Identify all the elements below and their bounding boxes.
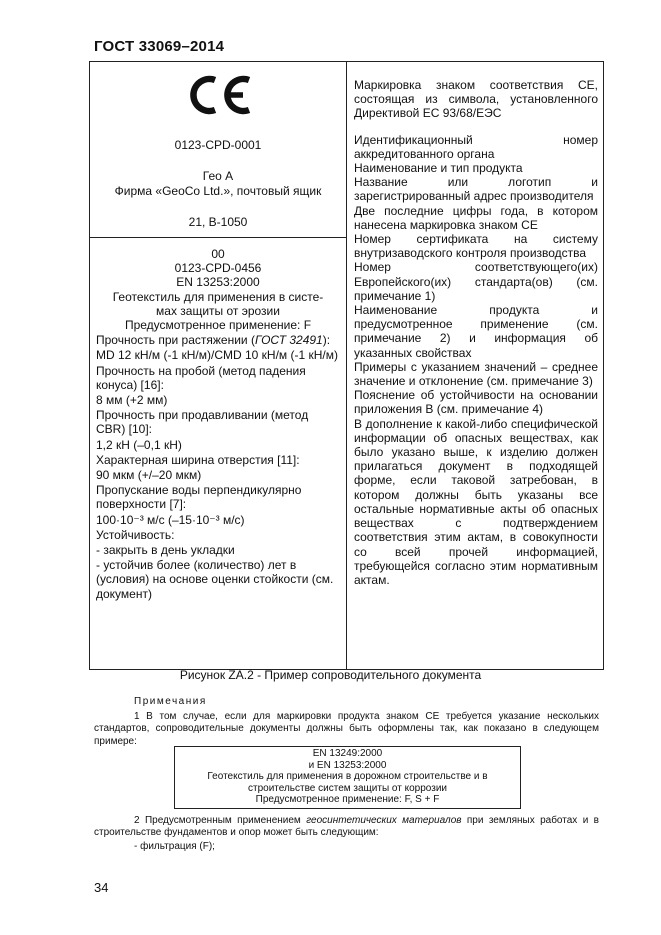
notified-body-code: 0123-CPD-0001 <box>174 138 262 152</box>
product-properties <box>96 333 340 601</box>
product-property-line <box>96 408 340 436</box>
product-header-lines <box>96 247 340 332</box>
note-2-text-start: 2 Предусмотренным применением <box>134 815 307 826</box>
explanation-item: Наименование продукта и предусмотренное применение (см. примечание 2) и информация об указанных свойствах <box>354 303 598 360</box>
property-text: Устойчивость: <box>96 527 175 542</box>
property-text: Прочность при продавливании (метод CBR) [10]: <box>96 408 309 437</box>
example-box-line: строительстве систем защиты от коррозии <box>247 782 447 794</box>
product-property-line <box>96 348 340 362</box>
example-box-line: EN 13249:2000 <box>312 748 383 759</box>
product-header-line: 0123-CPD-0456 <box>174 261 262 276</box>
property-standard-ref: ГОСТ 32491 <box>254 333 323 348</box>
explanation-item: Номер соответствующего(их) Европейского(их) стандарта(ов) (см. примечание 1) <box>354 260 598 303</box>
property-text: Прочность на пробой (метод падения конуса) [16]: <box>96 363 306 392</box>
product-name: Гео А <box>202 169 234 183</box>
product-property-line <box>96 543 340 557</box>
explanation-item: В дополнение к какой-либо специфической информации об опасных веществах, как было указано выше, к изделию должен прилагаться документ в подходящей форме, если таковой затребован, в котором должны быть указаны все остальные нормативные акты об опасных веществах с подтверждением соответствия этим актам, в совокупности со всей прочей информацией, требующейся согласно этим нормативным актам. <box>354 416 598 587</box>
product-property-line <box>96 393 340 407</box>
product-property-line <box>96 438 340 452</box>
property-text: Прочность при растяжении ( <box>96 333 255 348</box>
multi-standard-example-box <box>174 746 521 809</box>
property-text: - устойчив более (количество) лет в (условия) на основе оценки стойкости (см. документ) <box>96 558 334 601</box>
product-header-line: мах защиты от эрозии <box>156 303 280 318</box>
property-text: 90 мкм (+/–20 мкм) <box>96 468 202 483</box>
example-box-line: Предусмотренное применение: F, S + F <box>255 794 440 805</box>
marking-cell <box>90 62 347 238</box>
property-text: 100·10⁻³ м/с (–15·10⁻³ м/с) <box>96 512 245 527</box>
product-header-line: 00 <box>211 247 225 261</box>
product-property-line <box>96 528 340 542</box>
example-box-line: Геотекстиль для применения в дорожном строительстве и в <box>207 771 488 782</box>
explanation-item: Номер сертификата на систему внутризаводского контроля производства <box>354 232 598 261</box>
property-suffix: ): <box>322 333 331 348</box>
figure-caption: Рисунок ZA.2 - Пример сопроводительного документа <box>179 668 482 682</box>
explanation-cell <box>347 62 604 670</box>
product-property-line <box>96 468 340 482</box>
explanation-item: Примеры с указанием значений – среднее значение и отклонение (см. примечание 3) <box>354 359 598 389</box>
property-text: Характерная ширина отверстия [11]: <box>96 452 300 467</box>
product-header-line: Геотекстиль для применения в систе- <box>112 289 324 304</box>
ce-mark-icon <box>181 74 255 116</box>
explanation-item: Название или логотип и зарегистрированный адрес производителя <box>354 175 598 204</box>
company-address: Фирма «GeoCo Ltd.», почтовый ящик <box>114 184 322 198</box>
explanation-item: Маркировка знаком соответствия CE, состоящая из символа, установленного Директивой ЕС 93/68/ЕЭС <box>354 78 598 121</box>
property-text: 1,2 кН (–0,1 кН) <box>96 437 182 452</box>
product-property-line <box>96 483 340 511</box>
note-2-item: - фильтрация (F); <box>134 841 215 852</box>
explanation-item: Идентификационный номер аккредитованного органа <box>354 132 598 161</box>
explanation-list <box>354 78 598 587</box>
property-text: 8 мм (+2 мм) <box>96 393 168 408</box>
property-text: Пропускание воды перпендикулярно поверхности [7]: <box>96 483 302 512</box>
standard-header: ГОСТ 33069–2014 <box>94 38 225 55</box>
product-property-line <box>96 453 340 467</box>
explanation-item: Пояснение об устойчивости на основании приложения В (см. примечание 4) <box>354 388 598 417</box>
property-text: - закрыть в день укладки <box>96 543 235 558</box>
note-1: 1 В том случае, если для маркировки продукта знаком СЕ требуется указание нескольких стандартов, сопроводительные документы должны быть оформлены так, как показано в следующем примере: <box>94 711 599 747</box>
product-header-line: EN 13253:2000 <box>176 275 260 290</box>
explanation-item: Две последние цифры года, в котором нанесена маркировка знаком СЕ <box>354 203 598 232</box>
property-text: MD 12 кН/м (-1 кН/м)/CMD 10 кН/м (-1 кН/м) <box>96 348 339 363</box>
note-2-italic-term: геосинтетических материалов <box>306 815 462 826</box>
product-property-line <box>96 364 340 392</box>
page-number: 34 <box>94 880 109 895</box>
note-2 <box>94 815 599 840</box>
product-info-cell <box>90 238 347 670</box>
address-number: 21, B-1050 <box>188 215 248 229</box>
product-property-line <box>96 558 340 601</box>
notes-title: Примечания <box>134 696 207 707</box>
documentation-table <box>89 61 604 670</box>
product-property-line <box>96 333 340 347</box>
note-2-text-end: при земляных работах и в строительстве фундаментов и опор может быть следующим: <box>94 815 599 839</box>
example-box-line: и EN 13253:2000 <box>308 759 387 771</box>
product-header-line: Предусмотренное применение: F <box>124 318 312 333</box>
explanation-item: Наименование и тип продукта <box>354 161 523 176</box>
ce-logo <box>90 62 346 130</box>
product-property-line <box>96 513 340 527</box>
